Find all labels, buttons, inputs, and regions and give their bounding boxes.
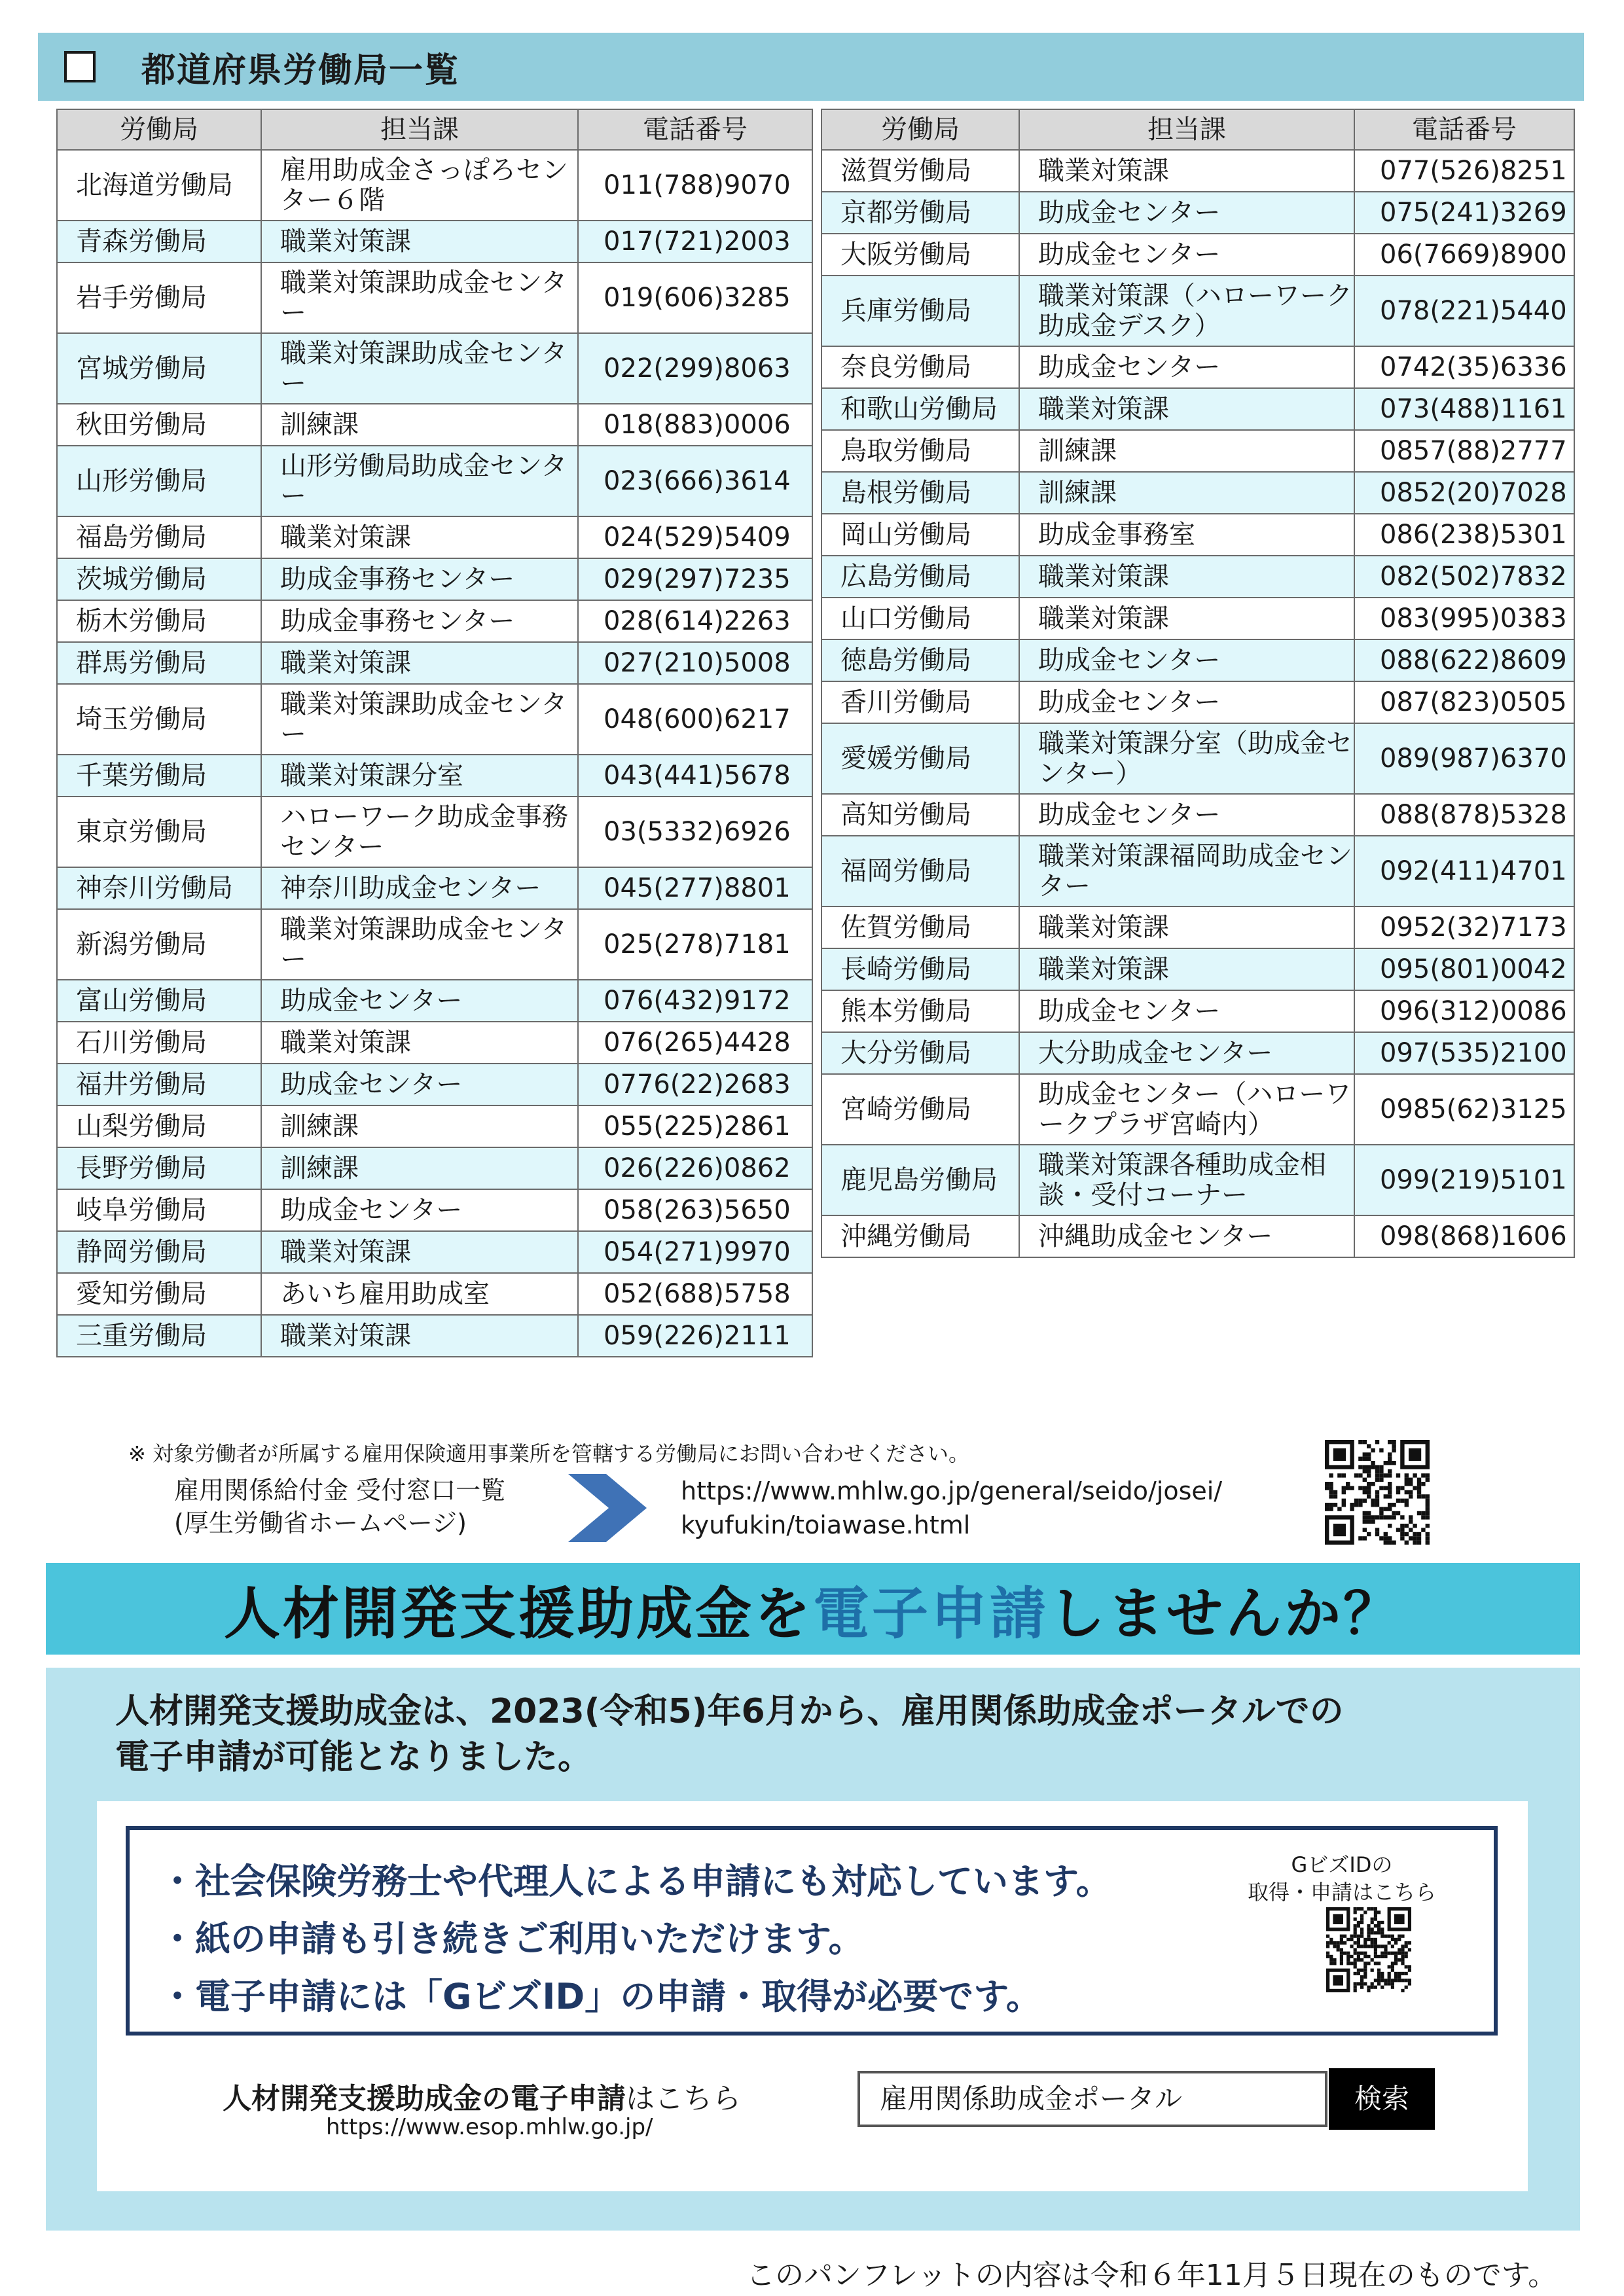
lead-line2: 電子申請が可能となりました。 <box>115 1738 592 1777</box>
mhlw-link[interactable] <box>681 1474 1222 1542</box>
tel-cell: 098(868)1606 <box>1354 1215 1574 1257</box>
office-cell: 山梨労働局 <box>57 1105 261 1147</box>
dept-cell: 職業対策課分室 <box>261 755 578 797</box>
banner-text-2: しませんか？ <box>1049 1581 1402 1647</box>
tel-cell: 025(278)7181 <box>578 909 812 980</box>
lead-text <box>115 1689 1542 1780</box>
table-row <box>57 1231 812 1273</box>
table-row <box>57 333 812 404</box>
table-row <box>57 558 812 600</box>
tel-cell: 0852(20)7028 <box>1354 472 1574 514</box>
table-row <box>821 1215 1574 1257</box>
table-row <box>821 948 1574 990</box>
tel-cell: 073(488)1161 <box>1354 388 1574 430</box>
tel-cell: 097(535)2100 <box>1354 1032 1574 1074</box>
tel-cell: 048(600)6217 <box>578 684 812 755</box>
tel-cell: 078(221)5440 <box>1354 276 1574 346</box>
tel-cell: 058(263)5650 <box>578 1189 812 1231</box>
table-row <box>57 1022 812 1064</box>
table-row <box>57 642 812 684</box>
dept-cell: 職業対策課 <box>261 1231 578 1273</box>
office-cell: 福井労働局 <box>57 1064 261 1105</box>
office-cell: 岐阜労働局 <box>57 1189 261 1231</box>
tel-cell: 088(622)8609 <box>1354 639 1574 681</box>
office-cell: 群馬労働局 <box>57 642 261 684</box>
table-row <box>821 639 1574 681</box>
dept-cell: 助成金センター <box>1019 990 1354 1032</box>
tel-cell: 06(7669)8900 <box>1354 234 1574 276</box>
link-label-line2: (厚生労働省ホームページ) <box>174 1509 467 1537</box>
table-row <box>821 192 1574 234</box>
office-cell: 京都労働局 <box>821 192 1019 234</box>
table-header-row <box>821 109 1574 150</box>
office-cell: 山口労働局 <box>821 598 1019 639</box>
qr-code-icon[interactable] <box>1325 1440 1430 1545</box>
dept-cell: 職業対策課助成金センター <box>261 333 578 404</box>
table-row <box>821 836 1574 906</box>
table-row <box>57 221 812 262</box>
section-title: 都道府県労働局一覧 <box>141 50 460 90</box>
banner-text-1: 人材開発支援助成金を <box>224 1581 813 1647</box>
dept-cell: 職業対策課（ハローワーク助成金デスク） <box>1019 276 1354 346</box>
dept-cell: 助成金事務室 <box>1019 514 1354 556</box>
table-row <box>57 980 812 1022</box>
table-row <box>57 446 812 516</box>
office-cell: 大分労働局 <box>821 1032 1019 1074</box>
lead-line1: 人材開発支援助成金は、2023(令和5)年6月から、雇用関係助成金ポータルでの <box>115 1692 1344 1731</box>
dept-cell: 訓練課 <box>261 1147 578 1189</box>
search-input[interactable]: 雇用関係助成金ポータル <box>857 2071 1327 2127</box>
header-tel: 電話番号 <box>578 109 812 150</box>
table-row <box>57 1189 812 1231</box>
table-row <box>821 430 1574 472</box>
table-row <box>821 681 1574 723</box>
dept-cell: 助成金事務センター <box>261 558 578 600</box>
esop-title <box>223 2075 741 2117</box>
tel-cell: 023(666)3614 <box>578 446 812 516</box>
table-row <box>821 1145 1574 1215</box>
tel-cell: 024(529)5409 <box>578 516 812 558</box>
checkbox-square-icon <box>64 51 96 82</box>
table-row <box>57 1147 812 1189</box>
table-row <box>821 723 1574 794</box>
bullet-item: ・社会保険労務士や代理人による申請にも対応しています。 <box>160 1861 1111 1902</box>
office-cell: 佐賀労働局 <box>821 906 1019 948</box>
office-cell: 東京労働局 <box>57 797 261 867</box>
office-cell: 徳島労働局 <box>821 639 1019 681</box>
e-application-banner <box>46 1563 1580 1655</box>
tel-cell: 019(606)3285 <box>578 262 812 333</box>
mhlw-link-line2[interactable]: kyufukin/toiawase.html <box>681 1511 971 1539</box>
tel-cell: 045(277)8801 <box>578 867 812 909</box>
table-row <box>821 472 1574 514</box>
esop-title-rest: はこちら <box>626 2082 741 2115</box>
tel-cell: 086(238)5301 <box>1354 514 1574 556</box>
office-cell: 静岡労働局 <box>57 1231 261 1273</box>
search-button[interactable]: 検索 <box>1329 2068 1435 2130</box>
esop-title-bold: 人材開発支援助成金の電子申請 <box>223 2082 626 2115</box>
table-row <box>821 556 1574 598</box>
tel-cell: 077(526)8251 <box>1354 150 1574 192</box>
dept-cell: 助成金センター <box>1019 794 1354 836</box>
labor-bureau-table-left <box>56 109 813 1357</box>
office-cell: 宮崎労働局 <box>821 1074 1019 1145</box>
tel-cell: 026(226)0862 <box>578 1147 812 1189</box>
tel-cell: 099(219)5101 <box>1354 1145 1574 1215</box>
office-cell: 埼玉労働局 <box>57 684 261 755</box>
office-cell: 愛媛労働局 <box>821 723 1019 794</box>
office-cell: 山形労働局 <box>57 446 261 516</box>
table-row <box>821 906 1574 948</box>
dept-cell: 職業対策課 <box>261 221 578 262</box>
table-row <box>57 755 812 797</box>
office-cell: 福岡労働局 <box>821 836 1019 906</box>
office-cell: 沖縄労働局 <box>821 1215 1019 1257</box>
bullet-item: ・電子申請には「GビズID」の申請・取得が必要です。 <box>160 1976 1041 2017</box>
office-cell: 熊本労働局 <box>821 990 1019 1032</box>
dept-cell: 助成金センター <box>1019 639 1354 681</box>
office-cell: 高知労働局 <box>821 794 1019 836</box>
gbiz-qr-code-icon[interactable] <box>1326 1907 1411 1992</box>
tel-cell: 018(883)0006 <box>578 404 812 446</box>
dept-cell: 職業対策課 <box>261 1315 578 1357</box>
header-tel: 電話番号 <box>1354 109 1574 150</box>
office-cell: 長崎労働局 <box>821 948 1019 990</box>
office-cell: 愛知労働局 <box>57 1273 261 1315</box>
header-office: 労働局 <box>57 109 261 150</box>
dept-cell: 職業対策課 <box>261 1022 578 1064</box>
office-cell: 岩手労働局 <box>57 262 261 333</box>
office-cell: 長野労働局 <box>57 1147 261 1189</box>
dept-cell: 助成金センター <box>1019 681 1354 723</box>
header-dept: 担当課 <box>1019 109 1354 150</box>
mhlw-link-line1[interactable]: https://www.mhlw.go.jp/general/seido/josei/ <box>681 1477 1223 1505</box>
dept-cell: 助成金センター <box>261 1064 578 1105</box>
dept-cell: 助成金センター（ハローワークプラザ宮崎内） <box>1019 1074 1354 1145</box>
tel-cell: 028(614)2263 <box>578 600 812 642</box>
office-cell: 福島労働局 <box>57 516 261 558</box>
dept-cell: 職業対策課 <box>1019 948 1354 990</box>
table-row <box>57 150 812 221</box>
inquiry-note: ※ 対象労働者が所属する雇用保険適用事業所を管轄する労働局にお問い合わせください。 <box>128 1441 969 1466</box>
esop-link[interactable]: https://www.esop.mhlw.go.jp/ <box>326 2114 653 2140</box>
tel-cell: 022(299)8063 <box>578 333 812 404</box>
tel-cell: 017(721)2003 <box>578 221 812 262</box>
table-row <box>57 867 812 909</box>
dept-cell: 助成金センター <box>261 1189 578 1231</box>
office-cell: 青森労働局 <box>57 221 261 262</box>
dept-cell: 沖縄助成金センター <box>1019 1215 1354 1257</box>
table-row <box>57 1105 812 1147</box>
dept-cell: 職業対策課 <box>1019 388 1354 430</box>
table-row <box>57 1064 812 1105</box>
office-cell: 北海道労働局 <box>57 150 261 221</box>
office-cell: 滋賀労働局 <box>821 150 1019 192</box>
dept-cell: 助成金センター <box>261 980 578 1022</box>
dept-cell: 職業対策課 <box>1019 556 1354 598</box>
table-row <box>57 909 812 980</box>
office-cell: 鹿児島労働局 <box>821 1145 1019 1215</box>
banner-highlight: 電子申請 <box>813 1581 1049 1647</box>
office-cell: 和歌山労働局 <box>821 388 1019 430</box>
dept-cell: 訓練課 <box>1019 472 1354 514</box>
dept-cell: 職業対策課助成金センター <box>261 262 578 333</box>
dept-cell: 訓練課 <box>261 1105 578 1147</box>
dept-cell: 職業対策課 <box>261 642 578 684</box>
table-row <box>57 262 812 333</box>
tel-cell: 03(5332)6926 <box>578 797 812 867</box>
tel-cell: 052(688)5758 <box>578 1273 812 1315</box>
office-cell: 兵庫労働局 <box>821 276 1019 346</box>
link-label-line1: 雇用関係給付金 受付窓口一覧 <box>174 1476 506 1505</box>
dept-cell: 職業対策課助成金センター <box>261 684 578 755</box>
table-row <box>821 234 1574 276</box>
tel-cell: 088(878)5328 <box>1354 794 1574 836</box>
tel-cell: 059(226)2111 <box>578 1315 812 1357</box>
table-row <box>57 1273 812 1315</box>
dept-cell: 職業対策課各種助成金相談・受付コーナー <box>1019 1145 1354 1215</box>
office-cell: 香川労働局 <box>821 681 1019 723</box>
table-row <box>57 797 812 867</box>
footer-note: このパンフレットの内容は令和６年11月５日現在のものです。 <box>746 2259 1557 2292</box>
tel-cell: 076(432)9172 <box>578 980 812 1022</box>
table-row <box>821 388 1574 430</box>
dept-cell: 職業対策課 <box>1019 906 1354 948</box>
dept-cell: 助成金センター <box>1019 192 1354 234</box>
tel-cell: 055(225)2861 <box>578 1105 812 1147</box>
table-row <box>821 598 1574 639</box>
dept-cell: 山形労働局助成金センター <box>261 446 578 516</box>
dept-cell: あいち雇用助成室 <box>261 1273 578 1315</box>
office-cell: 鳥取労働局 <box>821 430 1019 472</box>
tel-cell: 043(441)5678 <box>578 755 812 797</box>
table-row <box>821 150 1574 192</box>
table-row <box>57 516 812 558</box>
office-cell: 秋田労働局 <box>57 404 261 446</box>
office-cell: 島根労働局 <box>821 472 1019 514</box>
dept-cell: 職業対策課分室（助成金センター） <box>1019 723 1354 794</box>
tel-cell: 089(987)6370 <box>1354 723 1574 794</box>
dept-cell: 訓練課 <box>261 404 578 446</box>
gbiz-caption-line2: 取得・申請はこちら <box>1247 1880 1436 1905</box>
tel-cell: 087(823)0505 <box>1354 681 1574 723</box>
table-row <box>821 990 1574 1032</box>
dept-cell: ハローワーク助成金事務センター <box>261 797 578 867</box>
tel-cell: 076(265)4428 <box>578 1022 812 1064</box>
dept-cell: 職業対策課 <box>1019 598 1354 639</box>
dept-cell: 訓練課 <box>1019 430 1354 472</box>
tel-cell: 095(801)0042 <box>1354 948 1574 990</box>
tel-cell: 0952(32)7173 <box>1354 906 1574 948</box>
office-cell: 新潟労働局 <box>57 909 261 980</box>
table-header-row <box>57 109 812 150</box>
dept-cell: 職業対策課 <box>1019 150 1354 192</box>
tel-cell: 0742(35)6336 <box>1354 346 1574 388</box>
table-row <box>57 600 812 642</box>
arrow-right-icon <box>568 1474 647 1542</box>
table-row <box>821 276 1574 346</box>
office-cell: 宮城労働局 <box>57 333 261 404</box>
tel-cell: 054(271)9970 <box>578 1231 812 1273</box>
section-header <box>38 33 1584 101</box>
office-cell: 奈良労働局 <box>821 346 1019 388</box>
tel-cell: 092(411)4701 <box>1354 836 1574 906</box>
dept-cell: 雇用助成金さっぽろセンター６階 <box>261 150 578 221</box>
dept-cell: 大分助成金センター <box>1019 1032 1354 1074</box>
office-cell: 大阪労働局 <box>821 234 1019 276</box>
office-cell: 神奈川労働局 <box>57 867 261 909</box>
tel-cell: 0776(22)2683 <box>578 1064 812 1105</box>
tel-cell: 011(788)9070 <box>578 150 812 221</box>
table-row <box>57 1315 812 1357</box>
tel-cell: 096(312)0086 <box>1354 990 1574 1032</box>
dept-cell: 職業対策課助成金センター <box>261 909 578 980</box>
table-row <box>821 1074 1574 1145</box>
tel-cell: 075(241)3269 <box>1354 192 1574 234</box>
dept-cell: 職業対策課 <box>261 516 578 558</box>
table-row <box>57 404 812 446</box>
labor-bureau-table-right <box>821 109 1575 1258</box>
tel-cell: 082(502)7832 <box>1354 556 1574 598</box>
office-cell: 広島労働局 <box>821 556 1019 598</box>
table-row <box>821 1032 1574 1074</box>
bullet-item: ・紙の申請も引き続きご利用いただけます。 <box>160 1918 864 1960</box>
gbiz-caption <box>1244 1851 1440 1906</box>
table-body-left <box>57 150 812 1357</box>
dept-cell: 助成金センター <box>1019 234 1354 276</box>
table-row <box>821 346 1574 388</box>
tel-cell: 027(210)5008 <box>578 642 812 684</box>
dept-cell: 助成金事務センター <box>261 600 578 642</box>
office-cell: 富山労働局 <box>57 980 261 1022</box>
dept-cell: 職業対策課福岡助成金センター <box>1019 836 1354 906</box>
table-body-right <box>821 150 1574 1257</box>
table-row <box>821 794 1574 836</box>
gbiz-caption-line1: GビズIDの <box>1291 1852 1393 1877</box>
office-cell: 千葉労働局 <box>57 755 261 797</box>
tel-cell: 029(297)7235 <box>578 558 812 600</box>
header-dept: 担当課 <box>261 109 578 150</box>
office-cell: 栃木労働局 <box>57 600 261 642</box>
link-label <box>174 1474 505 1539</box>
office-cell: 石川労働局 <box>57 1022 261 1064</box>
header-office: 労働局 <box>821 109 1019 150</box>
table-row <box>821 514 1574 556</box>
office-cell: 茨城労働局 <box>57 558 261 600</box>
tel-cell: 0985(62)3125 <box>1354 1074 1574 1145</box>
office-cell: 三重労働局 <box>57 1315 261 1357</box>
dept-cell: 神奈川助成金センター <box>261 867 578 909</box>
table-row <box>57 684 812 755</box>
tel-cell: 0857(88)2777 <box>1354 430 1574 472</box>
dept-cell: 助成金センター <box>1019 346 1354 388</box>
office-cell: 岡山労働局 <box>821 514 1019 556</box>
tel-cell: 083(995)0383 <box>1354 598 1574 639</box>
